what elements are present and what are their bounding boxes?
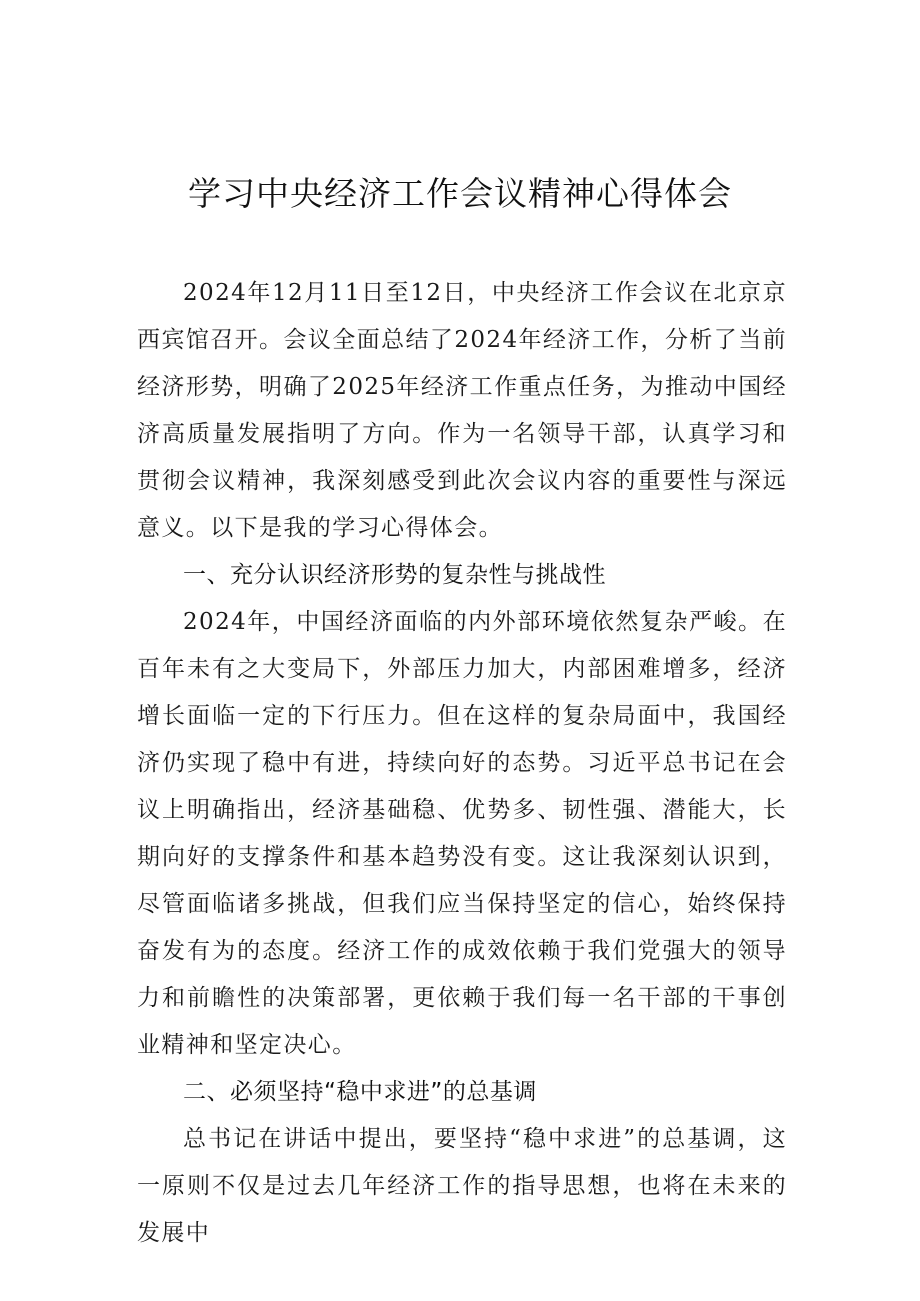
section-1-paragraph: 2024年，中国经济面临的内外部环境依然复杂严峻。在百年未有之大变局下，外部压力加大，内部困难增多，经济增长面临一定的下行压力。但在这样的复杂局面中，我国经济仍实现了稳中有进，持续向好的态势。习近平总书记在会议上明确指出，经济基础稳、优势多、韧性强、潜能大，长期向好的支撑条件和基本趋势没有变。这让我深刻认识到，尽管面临诸多挑战，但我们应当保持坚定的信心，始终保持奋发有为的态度。经济工作的成效依赖于我们党强大的领导力和前瞻性的决策部署，更依赖于我们每一名干部的干事创业精神和坚定决心。 bbox=[137, 609, 787, 1058]
intro-paragraph: 2024年12月11日至12日，中央经济工作会议在北京京西宾馆召开。会议全面总结了2024年经济工作，分析了当前经济形势，明确了2025年经济工作重点任务，为推动中国经济高质量发展指明了方向。作为一名领导干部，认真学习和贯彻会议精神，我深刻感受到此次会议内容的重要性与深远意义。以下是我的学习心得体会。 bbox=[137, 280, 787, 541]
section-2-paragraph: 总书记在讲话中提出，要坚持“稳中求进”的总基调，这一原则不仅是过去几年经济工作的指导思想，也将在未来的发展中 bbox=[137, 1126, 787, 1246]
section-heading-2: 二、必须坚持“稳中求进”的总基调 bbox=[183, 1079, 537, 1105]
document-title: 学习中央经济工作会议精神心得体会 bbox=[188, 174, 732, 213]
document-body bbox=[137, 270, 787, 1257]
section-heading-1: 一、充分认识经济形势的复杂性与挑战性 bbox=[183, 562, 606, 588]
